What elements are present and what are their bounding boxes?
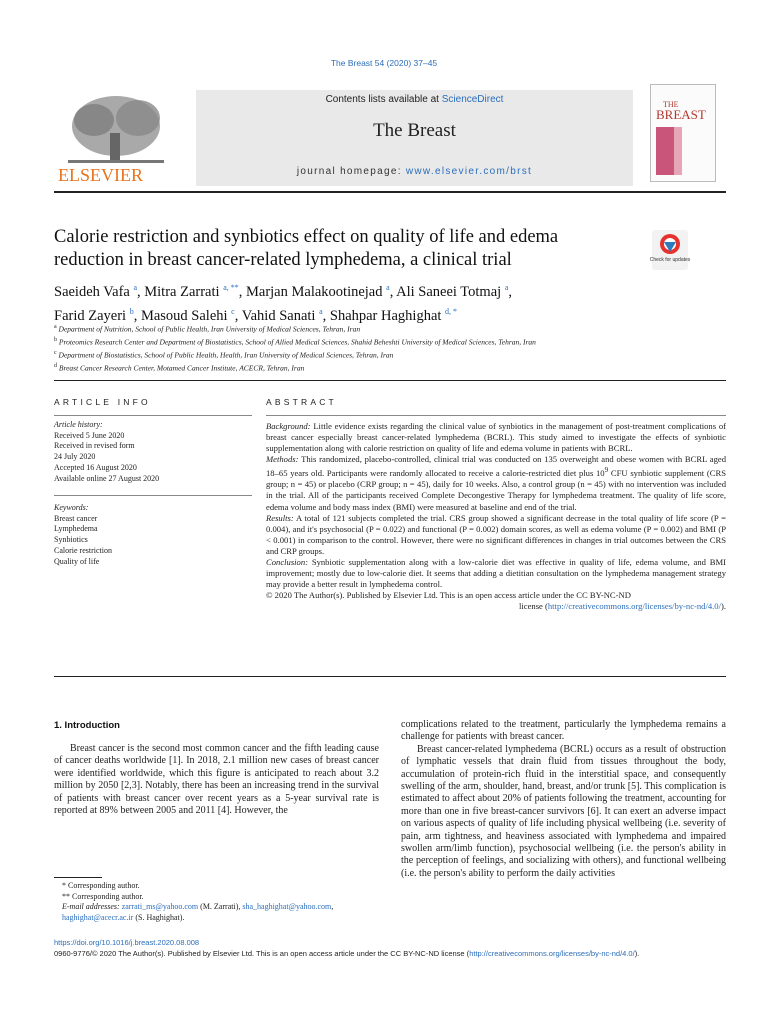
- history-label: Article history:: [54, 420, 103, 429]
- author-name[interactable]: Saeideh Vafa: [54, 283, 130, 300]
- abstract-methods: Methods: This randomized, placebo-controlled, clinical trial was conducted on 135 overweight and obese women with BCRL aged 18–65 years old. Participants were randomly allocated to receive a calorie-restricted diet plus $10^9$ CFU synbiotic supplement (CRS group; n = 45) or placebo (CRP group; n = 45), daily for 10 weeks. Also, a control group (n = 45) with no intervention was included in the trial. All of the participants received Complete Decongestive Therapy for lymphedema treatment. The quality of life score, edema volume and body mass index (BMI) were measured at baseline and end of the trial.: [266, 454, 727, 512]
- affiliation-list: [54, 322, 726, 374]
- header-rule: [54, 191, 726, 193]
- keyword-item: Lymphedema: [54, 524, 98, 534]
- corresponding-author-note: * Corresponding author.: [62, 881, 140, 890]
- footnotes: [54, 881, 379, 923]
- keywords-rule: [54, 495, 252, 496]
- article-info-heading: ARTICLE INFO: [54, 397, 151, 407]
- abstract-background: Background: Little evidence exists regarding the clinical value of synbiotics in the management of post-treatment complications of breast cancer especially breast cancer-related lymphedema (BCRL). This study aimed to investigate the effects of synbiotic supplementation along with calorie restriction on quality of life and edema volume in patients with BCRL.: [266, 421, 726, 454]
- abstract-heading: ABSTRACT: [266, 397, 337, 407]
- cover-breast-text: BREAST: [656, 107, 706, 122]
- paper-title: [54, 226, 644, 272]
- introduction-heading: 1. Introduction: [54, 720, 120, 731]
- affiliation-item: $^b$ Proteomics Research Center and Department of Biostatistics, School of Allied Medical Sciences, Shahid Beheshti University of Medical Sciences, Tehran, Iran: [54, 337, 536, 347]
- abstract-rule: [266, 415, 726, 416]
- footnote-rule: [54, 877, 102, 878]
- history-item: Available online 27 August 2020: [54, 473, 160, 483]
- email-addresses: E-mail addresses: zarrati_ms@yahoo.com (M. Zarrati), sha_haghighat@yahoo.com, haghighat@acecr.ac.ir (S. Haghighat).: [62, 902, 334, 922]
- author-name[interactable]: Ali Saneei Totmaj: [396, 283, 502, 300]
- affiliation-item: $^d$ Breast Cancer Research Center, Motamed Cancer Institute, ACECR, Tehran, Iran: [54, 363, 305, 373]
- email-link[interactable]: zarrati_ms@yahoo.com: [121, 902, 199, 912]
- svg-text:Check for updates: Check for updates: [649, 257, 691, 263]
- svg-text:ELSEVIER: ELSEVIER: [58, 165, 143, 185]
- corresponding-author-note: ** Corresponding author.: [62, 891, 144, 901]
- keyword-item: Calorie restriction: [54, 545, 112, 555]
- article-history: [54, 420, 252, 484]
- cover-the-text: THE: [663, 100, 679, 109]
- intro-paragraph: Breast cancer-related lymphedema (BCRL) occurs as a result of obstruction of lymphatic vessels that drain fluid from tissues throughout the body, accumulation of protein-rich fluid in the interstitial space, and consequently swelling of the arm, shoulder, hand, breast, and/or trunk [5]. This complication is estimated to affect about 20% of patients following the treatment, accounting for more than one in five breast-cancer survivors [6]. It can exert an adverse impact on various aspects of quality of life including physical wellbeing (i.e. severity of pain, arm tightness, and heaviness associated with lymphedema and impaired swollen arm/limb function), psychosocial wellbeing (i.e. the person's ability in the perception of feelings, and socializing with others), and functional wellbeing (i.e. the person's ability to perform the daily activities: [401, 743, 726, 879]
- section-rule: [54, 380, 726, 381]
- abstract-license: license (http://creativecommons.org/licenses/by-nc-nd/4.0/).: [519, 601, 726, 612]
- author-affil[interactable]: a: [133, 283, 138, 292]
- footer-license: 0960-9776/© 2020 The Author(s). Published by Elsevier Ltd. This is an open access article under the CC BY-NC-ND license (http://creativecommons.org/licenses/by-nc-nd/4.0/).: [54, 949, 640, 958]
- author-affil[interactable]: a: [504, 283, 509, 292]
- elsevier-tree-icon: [54, 88, 188, 188]
- keywords-block: [54, 503, 252, 567]
- author-affil[interactable]: a, **: [223, 283, 239, 292]
- article-info-rule: [54, 415, 252, 416]
- crossmark-icon: [649, 230, 691, 270]
- abstract-bottom-rule: [54, 676, 726, 677]
- keyword-item: Quality of life: [54, 556, 100, 566]
- keywords-label: Keywords:: [54, 503, 89, 512]
- email-link[interactable]: sha_haghighat@yahoo.com: [242, 902, 332, 912]
- author-affil[interactable]: a: [386, 283, 390, 292]
- journal-homepage: [196, 166, 633, 177]
- homepage-prefix: journal homepage:: [296, 166, 406, 177]
- doi-link[interactable]: https://doi.org/10.1016/j.breast.2020.08.008: [54, 938, 200, 947]
- author-name[interactable]: Masoud Salehi: [140, 307, 228, 324]
- contents-line: [196, 94, 633, 105]
- journal-citation[interactable]: The Breast 54 (2020) 37–45: [330, 58, 438, 68]
- history-item: Accepted 16 August 2020: [54, 462, 137, 472]
- author-affil[interactable]: a: [319, 306, 323, 316]
- author-name[interactable]: Vahid Sanati: [241, 307, 316, 324]
- author-name[interactable]: Shahpar Haghighat: [329, 307, 442, 324]
- contents-prefix: Contents lists available at: [325, 94, 442, 105]
- homepage-link[interactable]: www.elsevier.com/brst: [405, 166, 533, 177]
- elsevier-logo: [54, 88, 188, 188]
- check-for-updates-badge[interactable]: [649, 230, 691, 270]
- history-item: Received in revised form: [54, 441, 135, 451]
- intro-paragraph: complications related to the treatment, particularly the lymphedema remains a challenge for patients with breast cancer.: [401, 719, 726, 743]
- intro-paragraph: Breast cancer is the second most common cancer and the fifth leading cause of cancer deaths worldwide [1]. In 2018, 2.1 million new cases of breast cancer were identified worldwide, which this figure is anticipated to reach about 3.2 million by 2050 [2,3]. Notably, there has been an increasing trend in the survival of patients with breast cancer over recent years as a 5-year survival rate is reported at 89% between 2005 and 2011 [4]. However, the: [54, 743, 379, 817]
- author-affil[interactable]: c: [231, 306, 235, 316]
- author-affil[interactable]: d, *: [445, 306, 458, 316]
- history-item: 24 July 2020: [54, 452, 96, 462]
- journal-cover: [650, 84, 716, 182]
- title-line-2: reduction in breast cancer-related lymphedema, a clinical trial: [54, 250, 512, 270]
- license-link[interactable]: http://creativecommons.org/licenses/by-nc-nd/4.0/: [547, 601, 721, 612]
- author-name[interactable]: Mitra Zarrati: [144, 283, 220, 300]
- abstract-results: Results: A total of 121 subjects completed the trial. CRS group showed a significant decrease in the total quality of life score (P = 0.004), and it's psychosocial (P = 0.022) and functional (P = 0.002) domain scores, as well as edema volume (P = 0.002) and BMI (P < 0.001) in comparison to the control. However, there were no significant differences in changes in trial outcomes between the CRS and CRP groups.: [266, 512, 726, 556]
- affiliation-item: $^c$ Department of Biostatistics, School of Public Health, Health, Iran University of Medical Sciences, Tehran, Iran: [54, 350, 394, 360]
- author-name[interactable]: Marjan Malakootinejad: [246, 283, 383, 300]
- author-name[interactable]: Farid Zayeri: [54, 307, 127, 324]
- footer-license-link[interactable]: http://creativecommons.org/licenses/by-nc-nd/4.0/: [469, 949, 635, 958]
- keyword-item: Synbiotics: [54, 535, 88, 545]
- body-column-right: [401, 719, 726, 880]
- email-link[interactable]: haghighat@acecr.ac.ir: [62, 912, 134, 922]
- journal-title: The Breast: [373, 120, 456, 141]
- sciencedirect-link[interactable]: ScienceDirect: [441, 94, 504, 105]
- title-line-1: Calorie restriction and synbiotics effect on quality of life and edema: [54, 227, 559, 247]
- body-column-left: [54, 743, 379, 817]
- abstract-body: [266, 421, 726, 612]
- abstract-copyright: © 2020 The Author(s). Published by Elsevier Ltd. This is an open access article under the CC BY-NC-ND: [266, 590, 631, 601]
- keyword-item: Breast cancer: [54, 513, 98, 523]
- abstract-conclusion: Conclusion: Synbiotic supplementation along with a low-calorie diet was effective in quality of life, edema volume, and BMI improvement; mostly due to low-calorie diet. It seems that adding a dietitian consultation on the lymphedema management strategy may provide a better result in lymphedema control.: [266, 556, 726, 590]
- author-list: Saeideh Vafa $^a$, Mitra Zarrati $^{a, **}$, Marjan Malakootinejad $^a$, Ali Saneei Totmaj $^a$, Farid Zayeri $^b$, Masoud Salehi $^c$, Vahid Sanati $^a$, Shahpar Haghighat $^{d, *}$: [54, 283, 512, 324]
- history-item: Received 5 June 2020: [54, 430, 125, 440]
- affiliation-item: $^a$ Department of Nutrition, School of Public Health, Iran University of Medical Sciences, Tehran, Iran: [54, 324, 361, 334]
- author-affil[interactable]: b: [129, 306, 134, 316]
